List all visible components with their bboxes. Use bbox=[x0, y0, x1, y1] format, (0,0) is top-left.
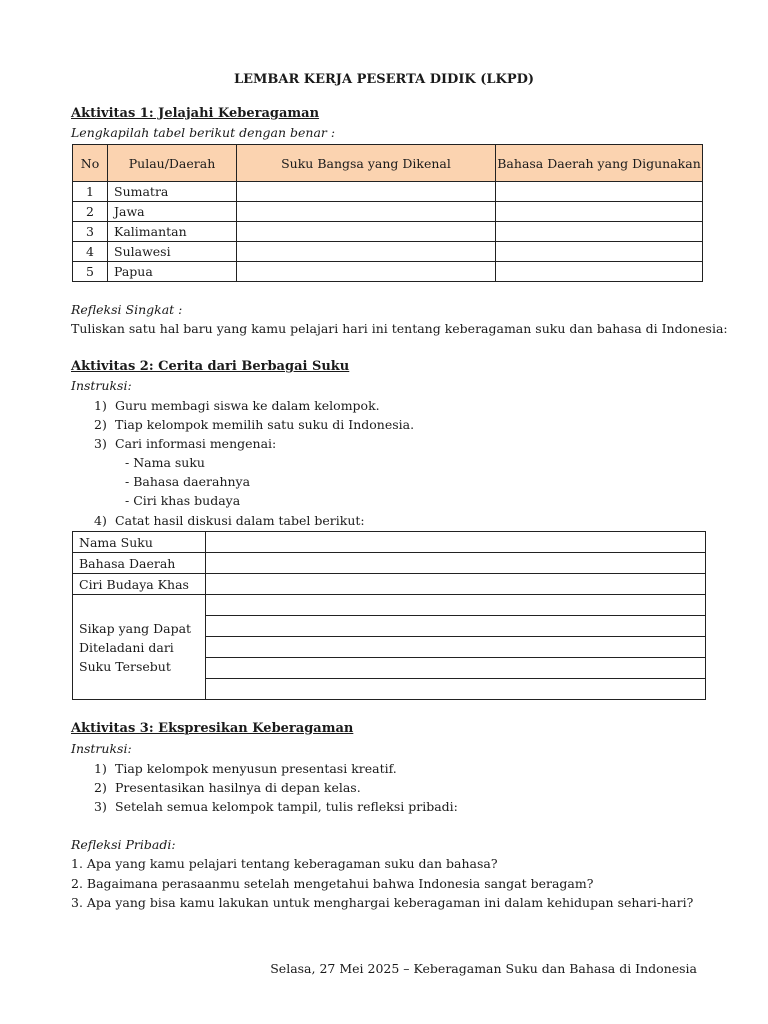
answer-cell[interactable] bbox=[206, 658, 706, 679]
language-input-cell[interactable] bbox=[496, 242, 703, 262]
activity2-instruction-label: Instruksi: bbox=[71, 378, 132, 393]
step-text: Presentasikan hasilnya di depan kelas. bbox=[115, 780, 361, 795]
activity2-heading: Aktivitas 2: Cerita dari Berbagai Suku bbox=[71, 359, 350, 374]
region-cell: Sumatra bbox=[108, 182, 237, 202]
step-number: 4) bbox=[94, 513, 107, 528]
step-number: 2) bbox=[94, 780, 107, 795]
reflection-prompt: Tuliskan satu hal baru yang kamu pelajari hari ini tentang keberagaman suku dan bahasa di Indonesia: bbox=[71, 321, 728, 336]
region-cell: Jawa bbox=[108, 202, 237, 222]
table-row bbox=[73, 242, 703, 262]
answer-cell[interactable] bbox=[206, 595, 706, 616]
table-row bbox=[73, 262, 703, 282]
table-row bbox=[73, 553, 706, 574]
col-header-ethnic-group: Suku Bangsa yang Dikenal bbox=[237, 145, 496, 182]
document-title: LEMBAR KERJA PESERTA DIDIK (LKPD) bbox=[233, 72, 535, 87]
step-number: 3) bbox=[94, 436, 107, 451]
activity3-heading: Aktivitas 3: Ekspresikan Keberagaman bbox=[71, 721, 354, 736]
row-number: 3 bbox=[73, 222, 108, 242]
ethnic-group-input-cell[interactable] bbox=[237, 242, 496, 262]
col-header-language: Bahasa Daerah yang Digunakan bbox=[496, 145, 703, 182]
language-input-cell[interactable] bbox=[496, 182, 703, 202]
step-number: 2) bbox=[94, 417, 107, 432]
table-row bbox=[73, 182, 703, 202]
row-number: 5 bbox=[73, 262, 108, 282]
personal-reflection-label: Refleksi Pribadi: bbox=[71, 837, 176, 852]
field-label: Nama Suku bbox=[73, 532, 206, 553]
sikap-label: Sikap yang Dapat Diteladani dari Suku Tersebut bbox=[73, 595, 206, 700]
ethnic-group-input-cell[interactable] bbox=[237, 262, 496, 282]
col-header-no: No bbox=[73, 145, 108, 182]
table-row bbox=[73, 202, 703, 222]
step-text: Guru membagi siswa ke dalam kelompok. bbox=[115, 398, 380, 413]
table-row bbox=[73, 532, 706, 553]
reflection-question: 2. Bagaimana perasaanmu setelah mengetahui bahwa Indonesia sangat beragam? bbox=[71, 876, 594, 891]
row-number: 2 bbox=[73, 202, 108, 222]
sub-item: - Bahasa daerahnya bbox=[125, 474, 251, 489]
table-row bbox=[73, 574, 706, 595]
reflection-label: Refleksi Singkat : bbox=[71, 302, 183, 317]
step-number: 3) bbox=[94, 799, 107, 814]
region-table-header bbox=[73, 145, 703, 182]
table-row bbox=[73, 222, 703, 242]
page-footer: Selasa, 27 Mei 2025 – Keberagaman Suku dan Bahasa di Indonesia bbox=[270, 961, 697, 976]
activity1-instruction: Lengkapilah tabel berikut dengan benar : bbox=[71, 125, 336, 140]
activity3-instruction-label: Instruksi: bbox=[71, 741, 132, 756]
ethnic-group-input-cell[interactable] bbox=[237, 182, 496, 202]
step-text: Cari informasi mengenai: bbox=[115, 436, 277, 451]
sub-item: - Nama suku bbox=[125, 455, 205, 470]
ethnic-group-table bbox=[72, 531, 706, 700]
region-table bbox=[72, 144, 703, 282]
answer-cell[interactable] bbox=[206, 574, 706, 595]
region-cell: Sulawesi bbox=[108, 242, 237, 262]
answer-cell[interactable] bbox=[206, 553, 706, 574]
field-label: Bahasa Daerah bbox=[73, 553, 206, 574]
region-cell: Papua bbox=[108, 262, 237, 282]
row-number: 4 bbox=[73, 242, 108, 262]
reflection-question: 1. Apa yang kamu pelajari tentang keberagaman suku dan bahasa? bbox=[71, 856, 498, 871]
language-input-cell[interactable] bbox=[496, 202, 703, 222]
ethnic-group-input-cell[interactable] bbox=[237, 202, 496, 222]
row-number: 1 bbox=[73, 182, 108, 202]
step-text: Tiap kelompok memilih satu suku di Indonesia. bbox=[115, 417, 415, 432]
step-text: Tiap kelompok menyusun presentasi kreatif. bbox=[115, 761, 397, 776]
sub-item: - Ciri khas budaya bbox=[125, 493, 241, 508]
answer-cell[interactable] bbox=[206, 616, 706, 637]
table-row bbox=[73, 595, 706, 616]
col-header-region: Pulau/Daerah bbox=[108, 145, 237, 182]
step-number: 1) bbox=[94, 761, 107, 776]
ethnic-group-input-cell[interactable] bbox=[237, 222, 496, 242]
field-label: Ciri Budaya Khas bbox=[73, 574, 206, 595]
step-number: 1) bbox=[94, 398, 107, 413]
step-text: Catat hasil diskusi dalam tabel berikut: bbox=[115, 513, 365, 528]
step-text: Setelah semua kelompok tampil, tulis refleksi pribadi: bbox=[115, 799, 458, 814]
activity1-heading: Aktivitas 1: Jelajahi Keberagaman bbox=[71, 106, 320, 121]
language-input-cell[interactable] bbox=[496, 262, 703, 282]
answer-cell[interactable] bbox=[206, 679, 706, 700]
answer-cell[interactable] bbox=[206, 532, 706, 553]
reflection-question: 3. Apa yang bisa kamu lakukan untuk menghargai keberagaman ini dalam kehidupan sehari-hari? bbox=[71, 895, 694, 910]
answer-cell[interactable] bbox=[206, 637, 706, 658]
language-input-cell[interactable] bbox=[496, 222, 703, 242]
region-cell: Kalimantan bbox=[108, 222, 237, 242]
